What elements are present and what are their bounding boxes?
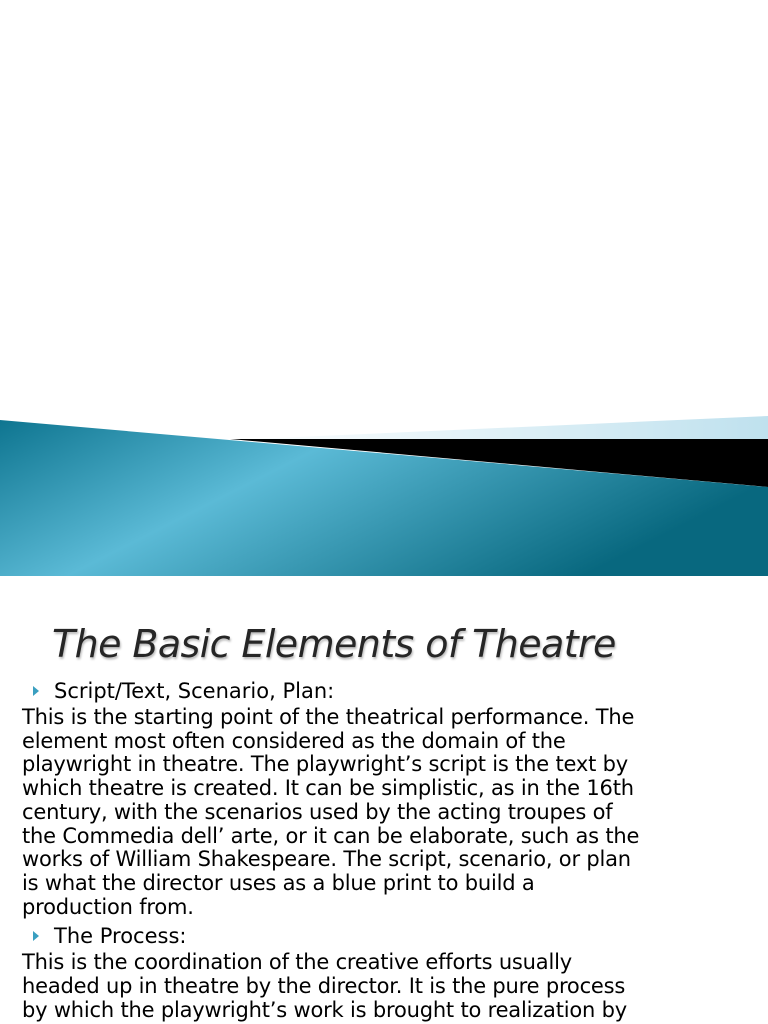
bullet-heading-process xyxy=(22,921,752,951)
paragraph-line: This is the starting point of the theatrical performance. The xyxy=(22,705,635,729)
slide-content xyxy=(22,676,752,1022)
banner-light-stripe xyxy=(230,416,768,440)
decorative-banner xyxy=(0,410,768,576)
paragraph-line: the Commedia dell’ arte, or it can be elaborate, such as the xyxy=(22,823,640,848)
paragraph-line: by which the playwright’s work is brought to realization by xyxy=(22,997,627,1022)
paragraph-line: century, with the scenarios used by the acting troupes of xyxy=(22,799,613,824)
section-paragraph-process xyxy=(22,951,752,1022)
paragraph-line: production from. xyxy=(22,894,194,919)
paragraph-line: playwright in theatre. The playwright’s script is the text by xyxy=(22,752,628,777)
bullet-heading-script xyxy=(22,676,752,706)
paragraph-line: headed up in theatre by the director. It is the pure process xyxy=(22,974,626,999)
bullet-arrow-icon xyxy=(33,931,39,941)
section-heading: Script/Text, Scenario, Plan: xyxy=(54,679,335,703)
paragraph-line: This is the coordination of the creative efforts usually xyxy=(22,950,572,975)
slide-blank-area xyxy=(0,0,768,416)
section-paragraph-script xyxy=(22,706,752,919)
slide-title: The Basic Elements of Theatre xyxy=(52,622,616,666)
paragraph-line: works of William Shakespeare. The script, scenario, or plan xyxy=(22,847,631,872)
paragraph-line: which theatre is created. It can be simplistic, as in the 16th xyxy=(22,776,634,801)
section-heading: The Process: xyxy=(54,924,187,949)
paragraph-line: is what the director uses as a blue print to build a xyxy=(22,870,535,895)
bullet-arrow-icon xyxy=(33,686,39,696)
paragraph-line: element most often considered as the domain of the xyxy=(22,728,566,753)
